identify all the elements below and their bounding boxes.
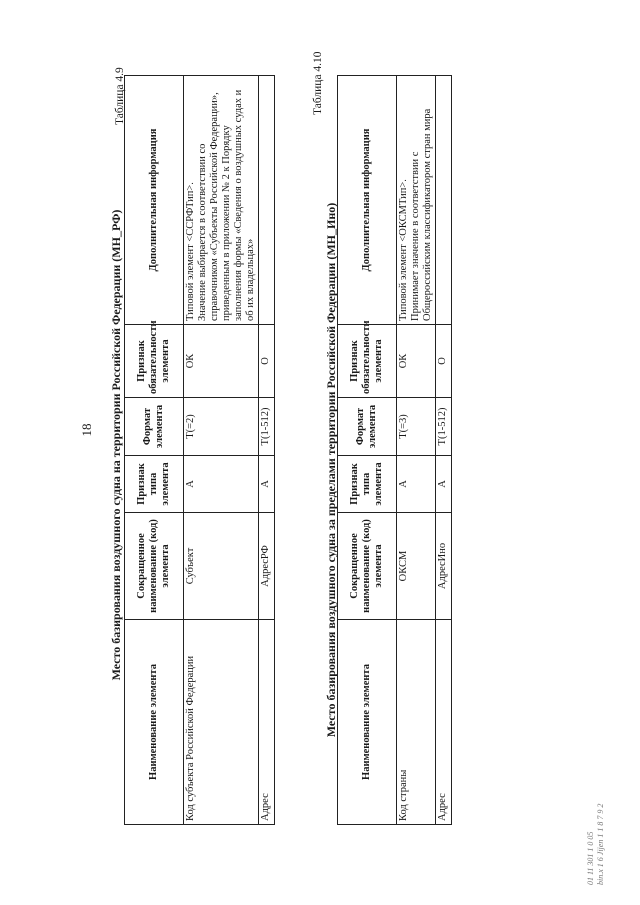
column-header-info: Дополнительная информация	[338, 76, 397, 325]
column-header-type: Признак типа элемента	[125, 456, 184, 513]
column-header-info: Дополнительная информация	[125, 76, 184, 325]
cell-element-format: T(1-512)	[436, 398, 452, 456]
cell-element-required: О	[259, 325, 275, 398]
table-4-10-title: Место базирования воздушного судна за пределами территории Российской Федерации (МН_Ино)	[324, 202, 338, 738]
cell-element-type: А	[184, 456, 259, 513]
table-4-10	[337, 75, 452, 825]
cell-element-code: АдресРФ	[259, 513, 275, 620]
column-header-name: Наименование элемента	[125, 620, 184, 825]
table-row	[397, 76, 436, 825]
archive-stamp-line-2: bin.x 1 6 Jijen 1 1 8 7 9 2	[596, 803, 605, 885]
cell-element-info	[436, 76, 452, 325]
cell-element-code: АдресИно	[436, 513, 452, 620]
cell-element-code: Субъект	[184, 513, 259, 620]
cell-element-format: T(=3)	[397, 398, 436, 456]
table-4-9	[124, 75, 275, 825]
table-4-9-label: Таблица 4.9	[114, 67, 126, 125]
table-row	[259, 76, 275, 825]
cell-element-type: А	[259, 456, 275, 513]
cell-element-name: Код субъекта Российской Федерации	[184, 620, 259, 825]
cell-element-required: О	[436, 325, 452, 398]
column-header-required: Признак обязательности элемента	[338, 325, 397, 398]
table-row	[184, 76, 259, 825]
column-header-type: Признак типа элемента	[338, 456, 397, 513]
cell-element-format: T(=2)	[184, 398, 259, 456]
table-row	[436, 76, 452, 825]
cell-element-code: ОКСМ	[397, 513, 436, 620]
cell-element-name: Адрес	[436, 620, 452, 825]
table-header-row	[125, 76, 184, 825]
table-4-10-label: Таблица 4.10	[312, 51, 324, 115]
table-header-row	[338, 76, 397, 825]
cell-element-info	[259, 76, 275, 325]
column-header-format: Формат элемента	[338, 398, 397, 456]
page-number: 18	[79, 423, 94, 437]
cell-element-name: Адрес	[259, 620, 275, 825]
cell-element-type: А	[436, 456, 452, 513]
column-header-name: Наименование элемента	[338, 620, 397, 825]
table-4-9-title: Место базирования воздушного судна на территории Российской Федерации (МН_РФ)	[109, 209, 123, 681]
cell-element-info: Типовой элемент <ОКСМТип>. Принимает значение в соответствии с Общероссийским классификатором стран мира	[397, 76, 436, 325]
column-header-code: Сокращенное наименование (код) элемента	[125, 513, 184, 620]
column-header-format: Формат элемента	[125, 398, 184, 456]
cell-element-name: Код страны	[397, 620, 436, 825]
cell-element-format: T(1-512)	[259, 398, 275, 456]
cell-element-required: ОК	[397, 325, 436, 398]
cell-element-info: Типовой элемент <ССРФТип>. Значение выбирается в соответствии со справочником «Субъекты Российской Федерации», приведенным в приложении № 2 к Порядку заполнения формы «Сведения о воздушных судах и об их владельцах»	[184, 76, 259, 325]
column-header-required: Признак обязательности элемента	[125, 325, 184, 398]
cell-element-required: ОК	[184, 325, 259, 398]
cell-element-type: А	[397, 456, 436, 513]
archive-stamp-line-1: 01 11 301 1 0 05	[586, 831, 595, 885]
column-header-code: Сокращенное наименование (код) элемента	[338, 513, 397, 620]
